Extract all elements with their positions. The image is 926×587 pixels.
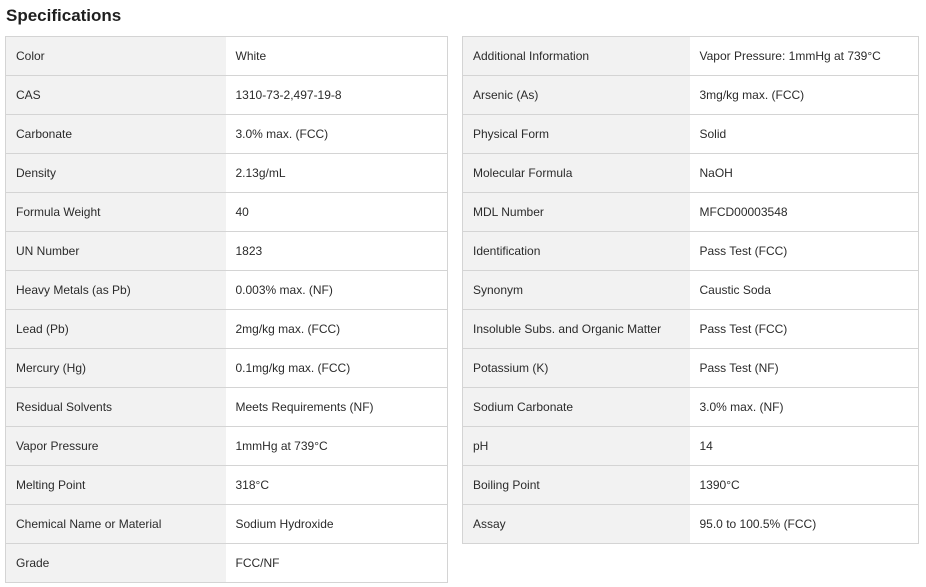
spec-label: Density <box>6 154 226 193</box>
spec-value: 1390°C <box>690 466 919 505</box>
spec-row <box>463 37 919 76</box>
spec-row <box>6 466 448 505</box>
spec-label: Lead (Pb) <box>6 310 226 349</box>
spec-label: Insoluble Subs. and Organic Matter <box>463 310 690 349</box>
page-title: Specifications <box>6 6 122 25</box>
spec-label: MDL Number <box>463 193 690 232</box>
spec-row <box>6 232 448 271</box>
spec-value: 0.003% max. (NF) <box>226 271 448 310</box>
spec-row <box>6 388 448 427</box>
spec-value: 3.0% max. (NF) <box>690 388 919 427</box>
spec-value: White <box>226 37 448 76</box>
specifications-table-left <box>5 36 448 583</box>
spec-row <box>463 310 919 349</box>
spec-value: FCC/NF <box>226 544 448 583</box>
spec-value: NaOH <box>690 154 919 193</box>
spec-row <box>463 388 919 427</box>
spec-value: MFCD00003548 <box>690 193 919 232</box>
spec-row <box>463 154 919 193</box>
spec-value: 95.0 to 100.5% (FCC) <box>690 505 919 544</box>
spec-row <box>6 310 448 349</box>
spec-value: 0.1mg/kg max. (FCC) <box>226 349 448 388</box>
spec-value: Caustic Soda <box>690 271 919 310</box>
spec-label: Sodium Carbonate <box>463 388 690 427</box>
spec-label: Melting Point <box>6 466 226 505</box>
spec-row <box>463 232 919 271</box>
spec-rows-left <box>6 37 448 583</box>
spec-row <box>6 154 448 193</box>
spec-value: Sodium Hydroxide <box>226 505 448 544</box>
spec-value: 1mmHg at 739°C <box>226 427 448 466</box>
spec-rows-right <box>463 37 919 544</box>
spec-row <box>6 349 448 388</box>
spec-label: Vapor Pressure <box>6 427 226 466</box>
spec-value: 1823 <box>226 232 448 271</box>
spec-row <box>6 193 448 232</box>
spec-value: 14 <box>690 427 919 466</box>
spec-label: CAS <box>6 76 226 115</box>
specifications-table-right <box>462 36 919 544</box>
spec-label: UN Number <box>6 232 226 271</box>
spec-row <box>6 76 448 115</box>
spec-label: Heavy Metals (as Pb) <box>6 271 226 310</box>
spec-label: Potassium (K) <box>463 349 690 388</box>
spec-label: Mercury (Hg) <box>6 349 226 388</box>
spec-value: 2mg/kg max. (FCC) <box>226 310 448 349</box>
spec-value: 3mg/kg max. (FCC) <box>690 76 919 115</box>
spec-label: Chemical Name or Material <box>6 505 226 544</box>
spec-value: 3.0% max. (FCC) <box>226 115 448 154</box>
spec-value: Pass Test (NF) <box>690 349 919 388</box>
spec-row <box>463 115 919 154</box>
spec-row <box>463 427 919 466</box>
spec-row <box>6 427 448 466</box>
spec-label: Assay <box>463 505 690 544</box>
spec-value: Vapor Pressure: 1mmHg at 739°C <box>690 37 919 76</box>
spec-label: Synonym <box>463 271 690 310</box>
spec-row <box>463 271 919 310</box>
spec-value: 318°C <box>226 466 448 505</box>
spec-label: Arsenic (As) <box>463 76 690 115</box>
spec-row <box>463 505 919 544</box>
spec-row <box>463 466 919 505</box>
spec-row <box>6 37 448 76</box>
spec-label: Molecular Formula <box>463 154 690 193</box>
spec-label: Physical Form <box>463 115 690 154</box>
spec-value: 1310-73-2,497-19-8 <box>226 76 448 115</box>
spec-label: Color <box>6 37 226 76</box>
spec-label: Carbonate <box>6 115 226 154</box>
spec-row <box>6 505 448 544</box>
spec-row <box>6 115 448 154</box>
spec-label: Additional Information <box>463 37 690 76</box>
spec-row <box>463 76 919 115</box>
spec-row <box>6 544 448 583</box>
spec-value: Meets Requirements (NF) <box>226 388 448 427</box>
spec-label: Grade <box>6 544 226 583</box>
spec-label: pH <box>463 427 690 466</box>
spec-value: 2.13g/mL <box>226 154 448 193</box>
spec-value: Solid <box>690 115 919 154</box>
spec-row <box>463 193 919 232</box>
spec-row <box>463 349 919 388</box>
spec-row <box>6 271 448 310</box>
spec-value: 40 <box>226 193 448 232</box>
spec-label: Boiling Point <box>463 466 690 505</box>
spec-value: Pass Test (FCC) <box>690 232 919 271</box>
spec-label: Identification <box>463 232 690 271</box>
spec-label: Residual Solvents <box>6 388 226 427</box>
spec-value: Pass Test (FCC) <box>690 310 919 349</box>
spec-label: Formula Weight <box>6 193 226 232</box>
